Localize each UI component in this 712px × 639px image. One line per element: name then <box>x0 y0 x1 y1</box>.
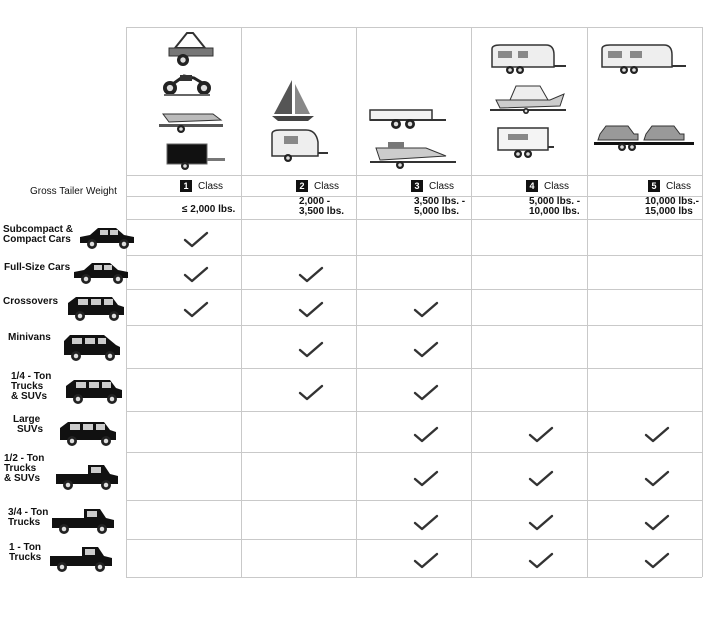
weight-line-1: 5,000 lbs. - <box>529 196 581 207</box>
weight-line-1: 3,500 lbs. - <box>414 196 466 207</box>
row-label-line: Compact Cars <box>3 234 71 245</box>
row-label <box>8 333 51 343</box>
class-word: Class <box>314 180 340 192</box>
grid-vline <box>356 27 357 577</box>
toy-hauler-icon <box>494 124 556 160</box>
class-word: Class <box>666 180 692 192</box>
row-label <box>3 297 58 307</box>
class-header-4 <box>526 180 569 192</box>
row-label-line: Minivans <box>8 332 51 343</box>
class-weight-range <box>529 197 580 217</box>
crossover-icon <box>64 293 130 321</box>
row-label-line: Trucks <box>9 552 42 563</box>
boat-trailer-icon <box>366 140 458 170</box>
row-label <box>11 372 51 402</box>
grid-vline <box>702 27 703 577</box>
grid-hline <box>126 219 702 220</box>
grid-hline <box>126 175 702 176</box>
weight-line-2: 15,000 lbs <box>645 206 693 217</box>
class-weight-range <box>299 197 344 217</box>
row-label-line: Trucks <box>8 517 41 528</box>
compact-car-icon <box>76 223 142 251</box>
class-header-5 <box>648 180 691 192</box>
grid-hline <box>126 289 702 290</box>
class-number-badge: 3 <box>411 180 423 192</box>
large-travel-trailer-icon <box>598 43 688 77</box>
checkmark-icon <box>183 266 209 284</box>
weight-line-1: 2,000 - <box>299 196 331 207</box>
checkmark-icon <box>413 552 439 570</box>
row-label-line: 1 - Ton <box>9 542 42 553</box>
row-label-line: Trucks <box>11 381 44 392</box>
grid-hline <box>126 27 702 28</box>
row-label-line: & SUVs <box>4 473 41 484</box>
checkmark-icon <box>528 470 554 488</box>
class-header-1 <box>180 180 223 192</box>
checkmark-icon <box>413 426 439 444</box>
checkmark-icon <box>413 301 439 319</box>
large-suv-icon <box>56 418 122 446</box>
grid-hline <box>126 500 702 501</box>
checkmark-icon <box>183 301 209 319</box>
row-label-line: Large <box>13 414 41 425</box>
grid-vline <box>471 27 472 577</box>
weight-line-1: 10,000 lbs.- <box>645 196 699 207</box>
travel-trailer-icon <box>488 43 568 77</box>
fullsize-car-icon <box>70 258 136 286</box>
row-label-line: & SUVs <box>11 391 48 402</box>
checkmark-icon <box>298 301 324 319</box>
grid-hline <box>126 452 702 453</box>
class-weight-range <box>645 197 699 217</box>
utility-trailer-icon <box>165 30 215 70</box>
row-label-line: Crossovers <box>3 296 59 307</box>
class-weight-range <box>182 205 235 215</box>
cabin-cruiser-icon <box>486 78 568 114</box>
motorcycle-trailer-icon <box>160 66 212 98</box>
checkmark-icon <box>528 552 554 570</box>
three-quarter-ton-truck-icon <box>50 506 116 534</box>
row-label-line: 3/4 - Ton <box>8 507 49 518</box>
grid-hline <box>126 325 702 326</box>
checkmark-icon <box>528 514 554 532</box>
row-label <box>4 263 70 273</box>
minivan-icon <box>60 333 126 361</box>
class-number-badge: 4 <box>526 180 538 192</box>
half-ton-truck-icon <box>54 462 120 490</box>
flatbed-trailer-icon <box>366 106 450 134</box>
grid-hline <box>126 368 702 369</box>
weight-line-2: 3,500 lbs. <box>299 206 345 217</box>
gross-weight-label: Gross Tailer Weight <box>30 186 117 197</box>
grid-hline <box>126 255 702 256</box>
row-label <box>13 415 43 435</box>
quarter-ton-suv-icon <box>62 376 128 404</box>
teardrop-camper-icon <box>266 128 330 164</box>
jetski-trailer-icon <box>155 104 229 134</box>
one-ton-truck-icon <box>48 544 114 572</box>
class-header-3 <box>411 180 454 192</box>
checkmark-icon <box>644 470 670 488</box>
class-number-badge: 2 <box>296 180 308 192</box>
row-label <box>4 454 44 484</box>
class-number-badge: 5 <box>648 180 660 192</box>
grid-hline <box>126 539 702 540</box>
checkmark-icon <box>183 231 209 249</box>
checkmark-icon <box>298 341 324 359</box>
row-label-line: Trucks <box>4 463 37 474</box>
checkmark-icon <box>413 341 439 359</box>
row-label-line: Full-Size Cars <box>4 262 71 273</box>
checkmark-icon <box>413 514 439 532</box>
grid-hline <box>126 577 702 578</box>
checkmark-icon <box>644 514 670 532</box>
row-label-line: SUVs <box>17 424 44 435</box>
class-weight-range <box>414 197 465 217</box>
car-hauler-icon <box>592 118 698 152</box>
checkmark-icon <box>298 266 324 284</box>
class-word: Class <box>429 180 455 192</box>
class-word: Class <box>544 180 570 192</box>
checkmark-icon <box>528 426 554 444</box>
row-label <box>9 543 41 563</box>
checkmark-icon <box>413 470 439 488</box>
weight-line-2: 10,000 lbs. <box>529 206 580 217</box>
row-label-line: 1/4 - Ton <box>11 371 52 382</box>
sailboat-icon <box>270 78 316 122</box>
class-number-badge: 1 <box>180 180 192 192</box>
weight-line-2: 5,000 lbs. <box>414 206 460 217</box>
checkmark-icon <box>644 552 670 570</box>
checkmark-icon <box>298 384 324 402</box>
grid-vline <box>241 27 242 577</box>
row-label <box>3 225 73 245</box>
checkmark-icon <box>644 426 670 444</box>
weight-line-1: ≤ 2,000 lbs. <box>182 204 236 215</box>
row-label <box>8 508 48 528</box>
class-header-2 <box>296 180 339 192</box>
class-word: Class <box>198 180 224 192</box>
small-cargo-trailer-icon <box>163 140 229 172</box>
grid-hline <box>126 411 702 412</box>
row-label-line: Subcompact & <box>3 224 74 235</box>
checkmark-icon <box>413 384 439 402</box>
row-label-line: 1/2 - Ton <box>4 453 45 464</box>
grid-vline <box>587 27 588 577</box>
